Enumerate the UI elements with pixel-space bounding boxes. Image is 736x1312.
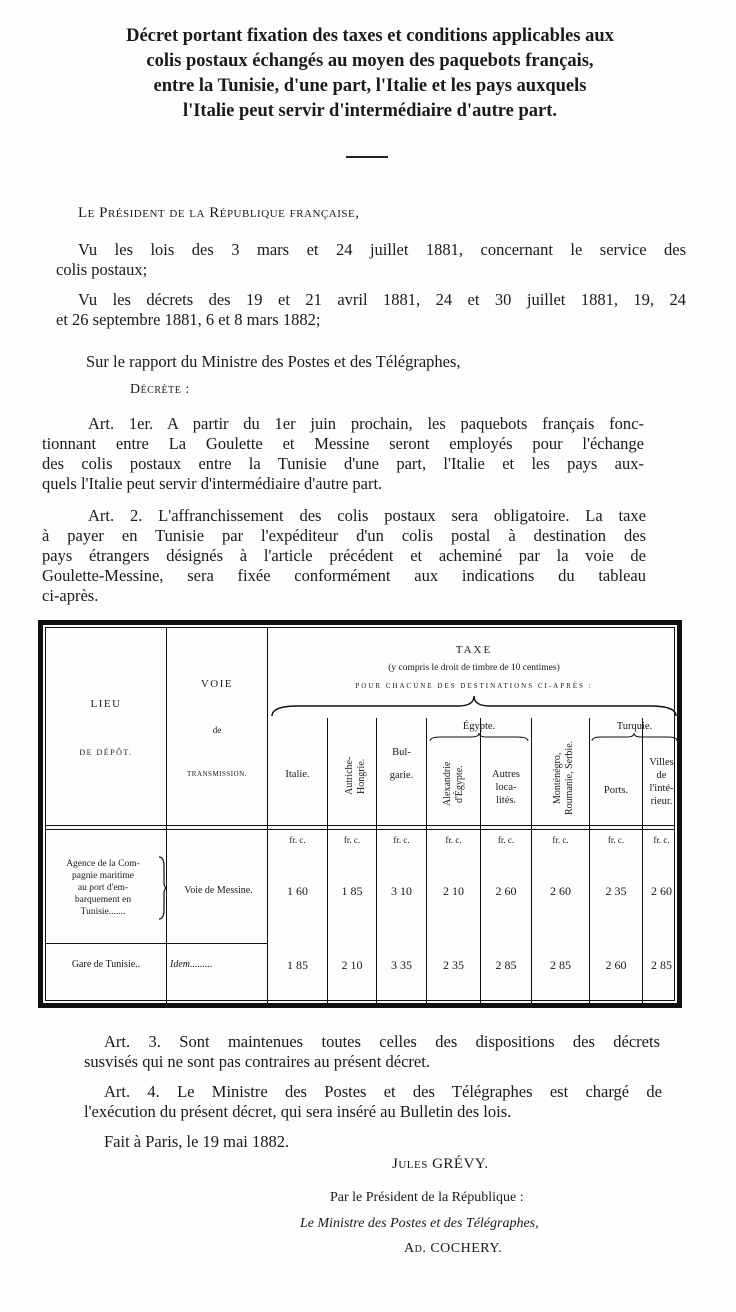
art1-line: Art. 1er. A partir du 1er juin prochain, les paquebots français fonc-: [88, 414, 644, 433]
row1-value: 2 35: [605, 884, 627, 898]
unit-label: fr. c.: [552, 835, 569, 845]
col-villes-l4: rieur.: [650, 796, 673, 807]
header-rule: [46, 829, 674, 830]
lieu-header: LIEU: [90, 698, 122, 710]
art1-line: tionnant entre La Goulette et Messine seront employés pour l'échange: [42, 434, 644, 453]
unit-label: fr. c.: [653, 835, 670, 845]
taxe-brace: [268, 694, 680, 718]
row1-lieu: [50, 858, 156, 918]
row1-lieu-l5: Tunisie.......: [80, 907, 126, 917]
row1-lieu-l2: pagnie maritime: [72, 871, 134, 881]
art2-line: Art. 2. L'affranchissement des colis postaux sera obligatoire. La taxe: [88, 506, 646, 525]
unit-label: fr. c.: [289, 835, 306, 845]
col-villes-l1: Villes: [649, 757, 674, 768]
taxe-header: TAXE: [455, 644, 493, 656]
row2-lieu: Gare de Tunisie..: [71, 959, 141, 970]
col-italie: Italie.: [285, 769, 310, 780]
col-autres: [481, 768, 531, 807]
unit-label: fr. c.: [343, 835, 361, 845]
header-rule: [46, 825, 674, 826]
row1-value: 2 60: [495, 884, 517, 898]
row2-value: 2 85: [550, 958, 571, 972]
rapport-line: Sur le rapport du Ministre des Postes et des Télégraphes,: [86, 352, 461, 371]
art1-line: des colis postaux entre la Tunisie d'une part, l'Italie et les pays aux-: [42, 454, 644, 473]
taxe-subheader: (y compris le droit de timbre de 10 centimes): [388, 663, 560, 673]
col-montenegro: Monténégro, Roumanie, Serbie.: [552, 740, 575, 816]
row1-value: 1 85: [341, 884, 363, 898]
row2-value: 2 85: [495, 958, 517, 972]
row1-lieu-l1: Agence de la Com-: [66, 859, 140, 869]
art3-line: Art. 3. Sont maintenues toutes celles des dispositions des décrets: [104, 1032, 660, 1051]
tax-table: [38, 620, 682, 1008]
col-villes-l2: de: [656, 770, 667, 781]
col-villes: [643, 756, 680, 808]
voie-header-de: de: [212, 725, 222, 735]
row1-value: 2 10: [443, 884, 464, 898]
art2-line: Goulette-Messine, sera fixée conformément aux indications du tableau: [42, 566, 646, 585]
decree-title: [40, 24, 700, 124]
vu-line: Vu les décrets des 19 et 21 avril 1881, 24 et 30 juillet 1881, 19, 24: [78, 290, 686, 309]
title-rule: [346, 156, 388, 158]
egypte-brace: [427, 732, 531, 742]
art1-line: quels l'Italie peut servir d'intermédiaire d'autre part.: [42, 474, 383, 493]
president-heading: Le Président de la République française,: [78, 205, 360, 221]
turquie-header: Turquie.: [616, 721, 653, 732]
col-ports: Ports.: [603, 785, 629, 796]
col-autres-l1: Autres: [492, 769, 520, 780]
row1-brace: [158, 856, 168, 920]
taxe-destinations: POUR CHACUNE DES DESTINATIONS CI-APRÈS :: [355, 682, 593, 690]
table-inner: [45, 627, 675, 1001]
art4-line: l'exécution du présent décret, qui sera inséré au Bulletin des lois.: [84, 1102, 512, 1121]
row2-value: 2 35: [443, 958, 464, 972]
signature-grevy: Jules GRÉVY.: [392, 1156, 489, 1172]
row2-value: 2 85: [651, 958, 672, 972]
title-line: Décret portant fixation des taxes et conditions applicables aux: [126, 26, 614, 46]
row1-value: 2 60: [651, 884, 672, 898]
art2-line: pays étrangers désignés à l'article précédent et acheminé par la voie de: [42, 546, 646, 565]
col-bulgarie-l2: garie.: [389, 770, 414, 781]
row2-value: 2 10: [341, 958, 363, 972]
col-bulgarie: [377, 746, 426, 782]
vu-line: Vu les lois des 3 mars et 24 juillet 1881, concernant le service des: [78, 240, 686, 259]
art2-line: à payer en Tunisie par l'expéditeur d'un colis postal à destination des: [42, 526, 646, 545]
col-villes-l3: l'inté-: [649, 783, 674, 794]
voie-header-sub: TRANSMISSION.: [187, 770, 247, 778]
col-autres-l3: lités.: [495, 795, 517, 806]
vu-line: et 26 septembre 1881, 6 et 8 mars 1882;: [56, 310, 321, 329]
title-line: colis postaux échangés au moyen des paquebots français,: [146, 51, 594, 71]
row1-lieu-l3: au port d'em-: [77, 883, 129, 893]
row1-lieu-l4: barquement en: [74, 895, 132, 905]
unit-label: fr. c.: [497, 835, 515, 845]
row1-voie: Voie de Messine.: [184, 885, 253, 896]
unit-label: fr. c.: [393, 835, 410, 845]
row-rule: [46, 943, 267, 944]
art3-line: susvisés qui ne sont pas contraires au présent décret.: [84, 1052, 430, 1071]
vu-line: colis postaux;: [56, 260, 148, 279]
col-bulgarie-l1: Bul-: [392, 747, 411, 758]
unit-label: fr. c.: [607, 835, 625, 845]
lieu-header-sub: DE DÉPÔT.: [79, 748, 133, 757]
egypte-header: Égypte.: [462, 721, 496, 732]
row2-value: 1 85: [287, 958, 308, 972]
ministre-line: Le Ministre des Postes et des Télégraphes,: [300, 1216, 539, 1231]
row2-value: 3 35: [391, 958, 412, 972]
title-line: l'Italie peut servir d'intermédiaire d'autre part.: [182, 101, 558, 121]
decrete-heading: Décrète :: [130, 382, 190, 397]
col-autres-l2: loca-: [495, 782, 517, 793]
row1-value: 2 60: [550, 884, 571, 898]
par-line: Par le Président de la République :: [330, 1190, 524, 1205]
title-line: entre la Tunisie, d'une part, l'Italie et les pays auxquels: [153, 76, 587, 96]
col-alexandrie: Alexandrie d'Égypte.: [442, 761, 465, 807]
row2-voie: Idem.........: [170, 959, 213, 970]
art4-line: Art. 4. Le Ministre des Postes et des Télégraphes est chargé de: [104, 1082, 662, 1101]
fait-line: Fait à Paris, le 19 mai 1882.: [104, 1132, 290, 1151]
art2-line: ci-après.: [42, 586, 99, 605]
row2-value: 2 60: [605, 958, 627, 972]
turquie-brace: [589, 732, 680, 742]
row1-value: 1 60: [287, 884, 308, 898]
row1-value: 3 10: [391, 884, 412, 898]
col-autriche: Autriche-Hongrie.: [344, 756, 367, 796]
signature-cochery: Ad. COCHERY.: [404, 1241, 503, 1256]
unit-label: fr. c.: [445, 835, 462, 845]
voie-header: VOIE: [200, 678, 234, 690]
